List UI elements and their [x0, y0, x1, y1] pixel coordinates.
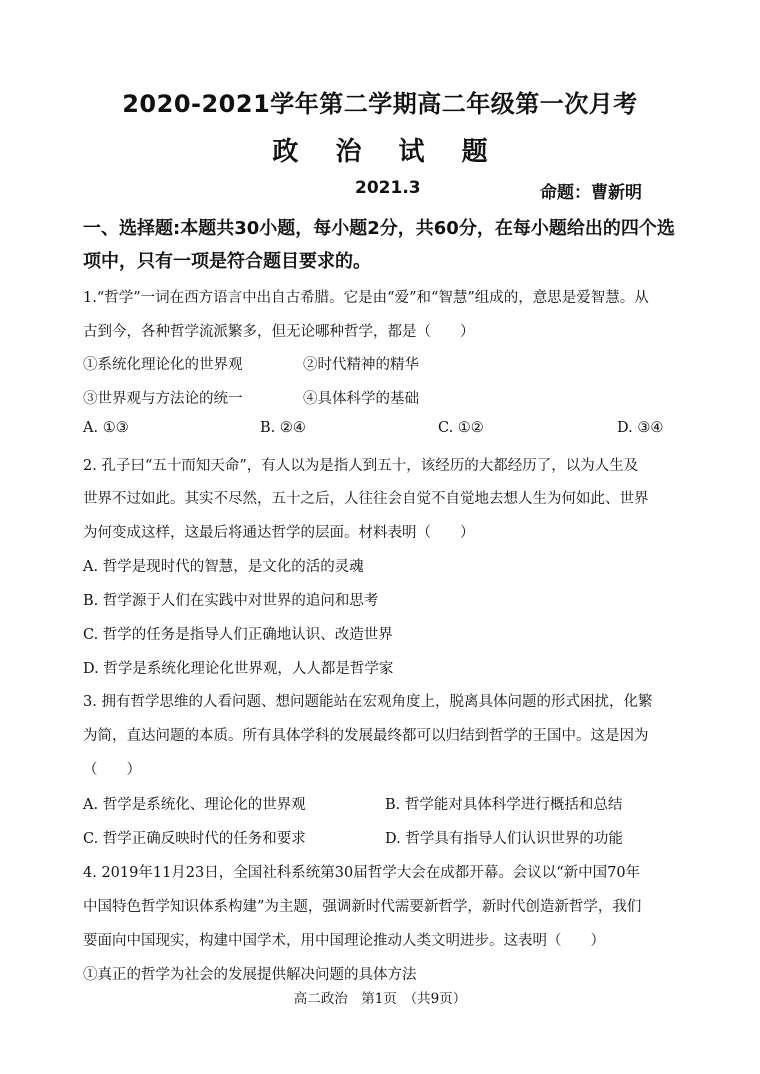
q4-line-3: 要面向中国现实，构建中国学术，用中国理论推动人类文明进步。这表明（ ） — [83, 933, 605, 949]
q3-option-d[interactable]: D. 哲学具有指导人们认识世界的功能 — [385, 831, 623, 847]
q2-line-2: 世界不过如此。其实不尽然，五十之后，人往往会自觉不自觉地去想人生为何如此、世界 — [83, 491, 649, 507]
q4-line-2: 中国特色哲学知识体系构建”为主题，强调新时代需要新哲学，新时代创造新哲学，我们 — [83, 899, 642, 915]
q1-item-3: ③世界观与方法论的统一 — [83, 391, 243, 407]
section-heading: 一、选择题:本题共30小题，每小题2分，共60分，在每小题给出的四个选项中，只有一项是符合题目要求的。 — [83, 218, 675, 272]
q1-item-4: ④具体科学的基础 — [303, 391, 419, 407]
q3-line-3: （ ） — [83, 762, 141, 778]
exam-author: 命题：曹新明 — [540, 183, 642, 203]
q1-option-b[interactable]: B. ②④ — [260, 420, 306, 436]
q1-line-1: 1.“哲学”一词在西方语言中出自古希腊。它是由“爱”和“智慧”组成的，意思是爱智慧。从 — [83, 290, 649, 306]
q2-line-1: 2. 孔子曰“五十而知天命”，有人以为是指人到五十，该经历的大都经历了，以为人生及 — [83, 458, 639, 474]
q1-option-c[interactable]: C. ①② — [438, 420, 484, 436]
q1-option-a[interactable]: A. ①③ — [83, 420, 129, 436]
q2-line-3: 为何变成这样，这最后将通达哲学的层面。材料表明（ ） — [83, 525, 475, 541]
q4-line-1: 4. 2019年11月23日，全国社科系统第30届哲学大会在成都开幕。会议以“新中国70年 — [83, 865, 641, 881]
q1-option-d[interactable]: D. ③④ — [617, 420, 664, 436]
q1-item-1: ①系统化理论化的世界观 — [83, 357, 243, 373]
q1-item-2: ②时代精神的精华 — [303, 357, 419, 373]
exam-title: 2020-2021学年第二学期高二年级第一次月考 — [122, 90, 638, 118]
q3-line-1: 3. 拥有哲学思维的人看问题、想问题能站在宏观角度上，脱离具体问题的形式困扰，化繁 — [83, 694, 653, 710]
exam-date: 2021.3 — [355, 178, 421, 198]
q3-option-c[interactable]: C. 哲学正确反映时代的任务和要求 — [83, 831, 306, 847]
q1-line-2: 古到今，各种哲学流派繁多，但无论哪种哲学，都是（ ） — [83, 324, 475, 340]
q2-option-c[interactable]: C. 哲学的任务是指导人们正确地认识、改造世界 — [83, 627, 393, 643]
q3-option-a[interactable]: A. 哲学是系统化、理论化的世界观 — [83, 797, 306, 813]
q4-item-1: ①真正的哲学为社会的发展提供解决问题的具体方法 — [83, 967, 417, 983]
exam-subtitle: 政 治 试 题 — [272, 137, 502, 167]
q3-line-2: 为简，直达问题的本质。所有具体学科的发展最终都可以归结到哲学的王国中。这是因为 — [83, 728, 649, 744]
q2-option-a[interactable]: A. 哲学是现时代的智慧，是文化的活的灵魂 — [83, 559, 364, 575]
page-footer: 高二政治 第1页 （共9页） — [293, 991, 467, 1007]
q3-option-b[interactable]: B. 哲学能对具体科学进行概括和总结 — [385, 797, 623, 813]
q2-option-b[interactable]: B. 哲学源于人们在实践中对世界的追问和思考 — [83, 593, 379, 609]
q2-option-d[interactable]: D. 哲学是系统化理论化世界观，人人都是哲学家 — [83, 661, 394, 677]
